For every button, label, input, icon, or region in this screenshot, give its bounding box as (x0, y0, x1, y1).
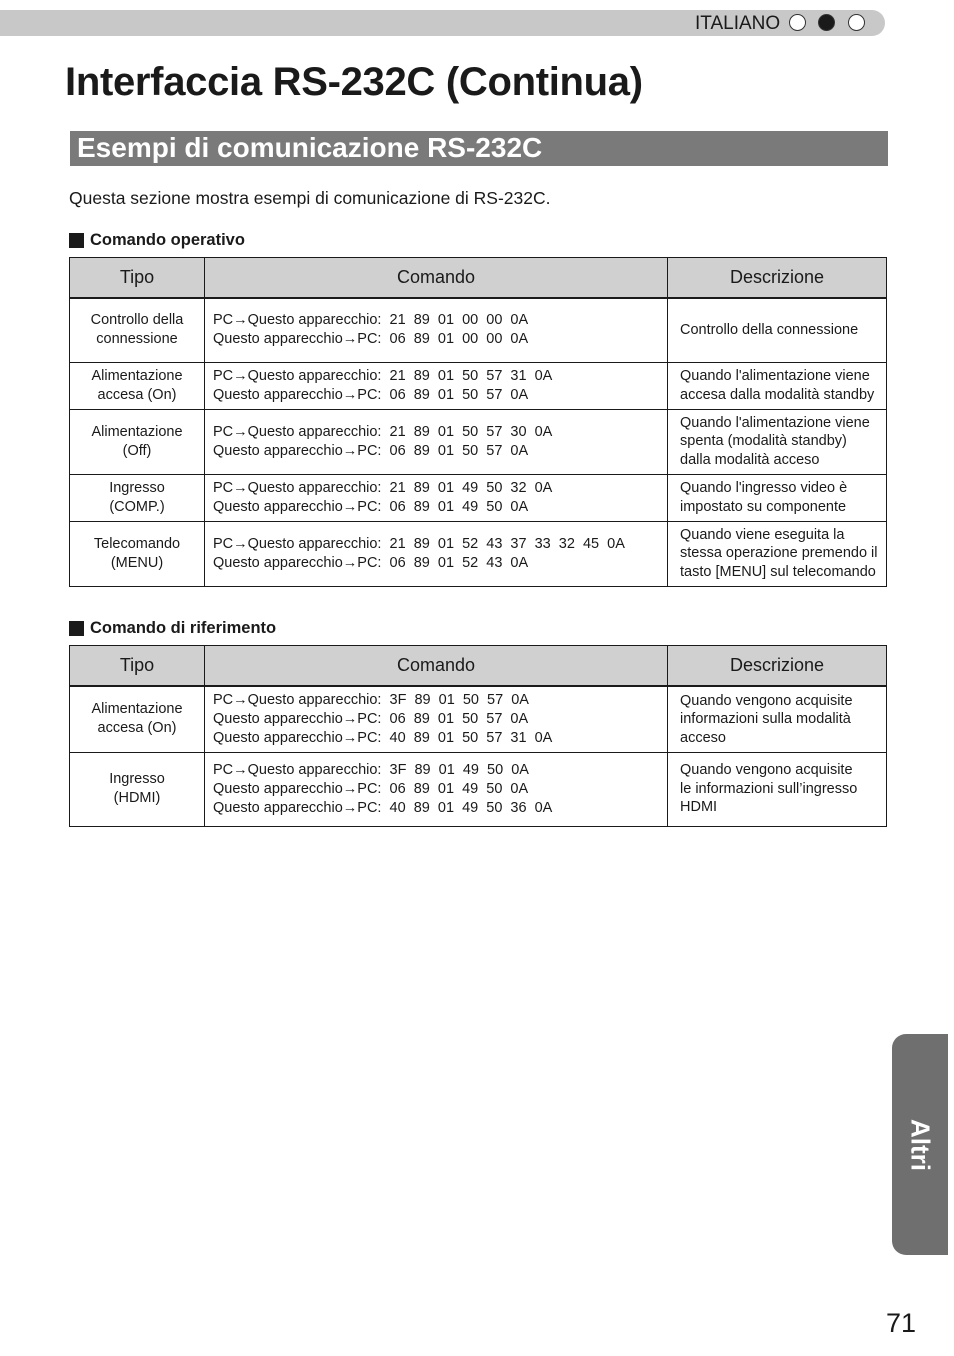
language-label: ITALIANO (695, 13, 781, 34)
descrizione-line: Quando l'ingresso video è (680, 480, 848, 496)
table-reference-commands (69, 645, 887, 827)
tipo-line: accesa (On) (97, 720, 177, 737)
comando-line: PC→Questo apparecchio: 21 89 01 52 43 37 33 32 45 0A (213, 535, 625, 552)
cell-comando (205, 686, 668, 752)
descrizione-line: Controllo della connessione (680, 322, 859, 338)
comando-line: Questo apparecchio→PC: 06 89 01 49 50 0A (213, 498, 529, 515)
descrizione-line: HDMI (680, 799, 718, 816)
cell-tipo (70, 752, 205, 826)
cell-descrizione (668, 362, 887, 409)
tipo-line: Telecomando (93, 535, 181, 552)
descrizione-line: tasto [MENU] sul telecomando (680, 563, 876, 580)
column-header-tipo: Tipo (70, 646, 205, 687)
cell-comando (205, 474, 668, 521)
descrizione-line: impostato su componente (680, 498, 847, 515)
cell-comando (205, 362, 668, 409)
descrizione-line: acceso (680, 729, 726, 746)
comando-line: Questo apparecchio→PC: 40 89 01 49 50 36 0A (213, 799, 553, 816)
descrizione-line: Quando l'alimentazione viene (680, 414, 870, 431)
descrizione-line: dalla modalità acceso (680, 451, 820, 468)
square-bullet-icon (69, 233, 84, 248)
table1-heading-label: Comando operativo (90, 231, 245, 249)
circle-icon (789, 14, 806, 31)
comando-line: PC→Questo apparecchio: 3F 89 01 49 50 0A (213, 761, 529, 778)
comando-line: Questo apparecchio→PC: 06 89 01 49 50 0A (213, 780, 529, 797)
comando-line: Questo apparecchio→PC: 06 89 01 50 57 0A (213, 710, 529, 727)
comando-line: PC→Questo apparecchio: 21 89 01 00 00 0A (213, 312, 529, 329)
tipo-line: accesa (On) (97, 386, 177, 403)
table-row (70, 409, 887, 474)
section-title: Esempi di comunicazione RS-232C (77, 132, 543, 163)
column-header-comando: Comando (205, 646, 668, 687)
tipo-line: Ingresso (109, 771, 165, 787)
descrizione-line: Quando viene eseguita la (680, 526, 845, 543)
circle-icon (848, 14, 865, 31)
cell-comando (205, 409, 668, 474)
cell-comando (205, 298, 668, 362)
table1-heading (69, 231, 245, 250)
descrizione-line: Quando l'alimentazione viene (680, 368, 870, 384)
comando-line: PC→Questo apparecchio: 21 89 01 49 50 32 0A (213, 479, 553, 496)
descrizione-line: informazioni sulla modalità (680, 711, 851, 727)
cell-tipo (70, 474, 205, 521)
cell-tipo (70, 298, 205, 362)
tipo-line: Ingresso (109, 479, 165, 496)
cell-descrizione (668, 409, 887, 474)
column-header-tipo: Tipo (70, 258, 205, 299)
intro-text: Questa sezione mostra esempi di comunicazione di RS-232C. (69, 188, 551, 208)
tipo-line: (HDMI) (113, 790, 161, 806)
page-number: 71 (886, 1308, 917, 1338)
comando-line: Questo apparecchio→PC: 06 89 01 50 57 0A (213, 442, 529, 459)
tipo-line: Alimentazione (91, 367, 183, 384)
tipo-line: connessione (96, 331, 178, 348)
comando-line: Questo apparecchio→PC: 06 89 01 00 00 0A (213, 331, 529, 348)
table-operational-commands (69, 257, 887, 587)
cell-tipo (70, 521, 205, 586)
section-header (70, 131, 888, 166)
comando-line: PC→Questo apparecchio: 21 89 01 50 57 31 0A (213, 367, 553, 384)
cell-descrizione (668, 521, 887, 586)
tipo-line: (MENU) (110, 554, 164, 571)
side-tab-label: Altri (905, 1118, 936, 1171)
cell-descrizione (668, 298, 887, 362)
filled-circle-icon (818, 14, 835, 31)
column-header-descrizione: Descrizione (668, 646, 887, 687)
cell-descrizione (668, 474, 887, 521)
column-header-comando: Comando (205, 258, 668, 299)
cell-comando (205, 752, 668, 826)
table-row (70, 474, 887, 521)
comando-line: Questo apparecchio→PC: 06 89 01 50 57 0A (213, 386, 529, 403)
descrizione-line: accesa dalla modalità standby (680, 386, 875, 403)
comando-line: PC→Questo apparecchio: 21 89 01 50 57 30 0A (213, 423, 553, 440)
tipo-line: Controllo della (90, 312, 184, 329)
table-row (70, 362, 887, 409)
comando-line: Questo apparecchio→PC: 40 89 01 50 57 31 0A (213, 729, 553, 746)
comando-line: Questo apparecchio→PC: 06 89 01 52 43 0A (213, 554, 529, 571)
tipo-line: Alimentazione (91, 423, 183, 440)
side-tab-altri (892, 1034, 948, 1255)
cell-tipo (70, 409, 205, 474)
descrizione-line: spenta (modalità standby) (680, 433, 847, 450)
descrizione-line: stessa operazione premendo il (680, 545, 878, 562)
table-row (70, 298, 887, 362)
page-title: Interfaccia RS-232C (Continua) (65, 60, 643, 104)
tipo-line: (Off) (122, 442, 152, 459)
square-bullet-icon (69, 621, 84, 636)
descrizione-line: Quando vengono acquisite (680, 762, 853, 779)
cell-descrizione (668, 686, 887, 752)
table-row (70, 752, 887, 826)
cell-descrizione (668, 752, 887, 826)
table-row (70, 521, 887, 586)
tipo-line: (COMP.) (109, 498, 165, 515)
table2-heading (69, 619, 276, 638)
descrizione-line: Quando vengono acquisite (680, 692, 853, 709)
table-row (70, 686, 887, 752)
cell-tipo (70, 686, 205, 752)
comando-line: PC→Questo apparecchio: 3F 89 01 50 57 0A (213, 691, 529, 708)
descrizione-line: le informazioni sull’ingresso (680, 780, 858, 797)
column-header-descrizione: Descrizione (668, 258, 887, 299)
cell-tipo (70, 362, 205, 409)
cell-comando (205, 521, 668, 586)
table2-heading-label: Comando di riferimento (90, 619, 277, 637)
tipo-line: Alimentazione (91, 701, 183, 718)
